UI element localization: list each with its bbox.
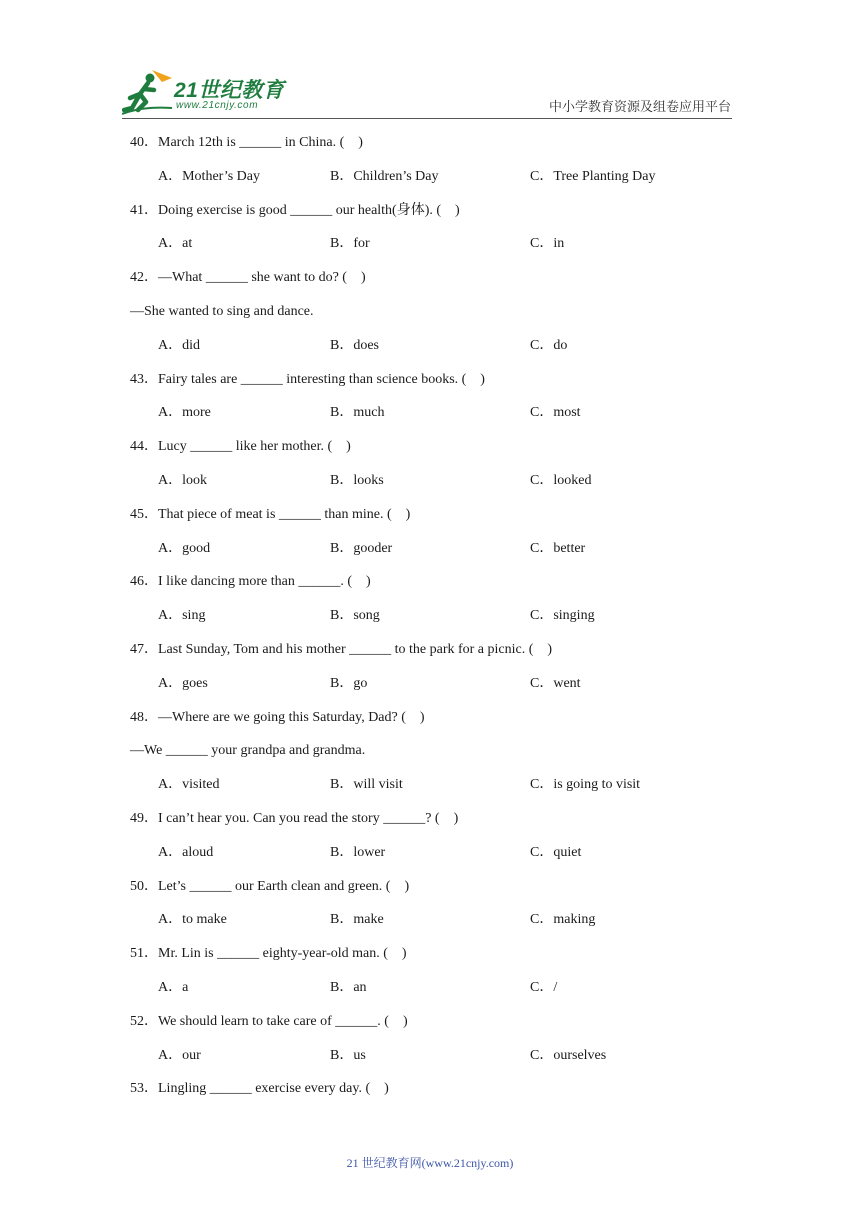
answer-option: A．visited bbox=[158, 777, 220, 793]
answer-option: A．at bbox=[158, 236, 193, 252]
question-stem: 46．I like dancing more than ______. ( ) bbox=[130, 574, 371, 590]
answer-option: B．us bbox=[330, 1047, 366, 1063]
logo-text: 21世纪教育 bbox=[174, 79, 285, 102]
answer-option: C．do bbox=[530, 337, 568, 353]
question-stem: 40．March 12th is ______ in China. ( ) bbox=[130, 135, 363, 150]
answer-option: C．singing bbox=[530, 608, 595, 624]
answer-option: A．good bbox=[158, 540, 211, 556]
header-divider bbox=[122, 118, 732, 119]
answer-option: B．an bbox=[330, 980, 367, 995]
site-logo[interactable] bbox=[122, 68, 292, 116]
runner-icon bbox=[122, 68, 176, 116]
page-footer[interactable]: 21 世纪教育网(www.21cnjy.com) bbox=[346, 1156, 514, 1170]
question-stem: 48．—Where are we going this Saturday, Dad? ( ) bbox=[130, 709, 425, 725]
question-dialog-line: —She wanted to sing and dance. bbox=[130, 304, 314, 319]
answer-option: C．making bbox=[530, 912, 596, 928]
answer-option: C．is going to visit bbox=[530, 777, 641, 793]
answer-option: B．much bbox=[330, 405, 385, 421]
page-header bbox=[0, 0, 860, 125]
answer-option: C．went bbox=[530, 675, 581, 691]
question-stem: 44．Lucy ______ like her mother. ( ) bbox=[130, 439, 351, 455]
answer-option: A．our bbox=[158, 1047, 201, 1063]
answer-option: B．for bbox=[330, 236, 370, 252]
question-stem: 42．—What ______ she want to do? ( ) bbox=[130, 270, 366, 286]
answer-option: C．Tree Planting Day bbox=[530, 168, 656, 184]
answer-option: B．gooder bbox=[330, 540, 393, 556]
answer-option: A．more bbox=[158, 405, 211, 421]
answer-option: C．better bbox=[530, 540, 586, 556]
answer-option: A．sing bbox=[158, 608, 206, 624]
answer-option: C．most bbox=[530, 405, 581, 421]
answer-option: A．look bbox=[158, 473, 207, 488]
answer-option: B．will visit bbox=[330, 777, 403, 793]
answer-option: A．a bbox=[158, 980, 189, 995]
answer-option: B．song bbox=[330, 608, 380, 624]
answer-option: C．/ bbox=[530, 980, 558, 995]
answer-option: B．Children’s Day bbox=[330, 168, 439, 184]
answer-option: A．did bbox=[158, 337, 200, 353]
logo-url: www.21cnjy.com bbox=[176, 100, 259, 111]
answer-option: A．to make bbox=[158, 912, 227, 928]
answer-option: C．quiet bbox=[530, 844, 582, 860]
question-stem: 43．Fairy tales are ______ interesting than science books. ( ) bbox=[130, 371, 485, 387]
answer-option: B．does bbox=[330, 337, 379, 353]
answer-option: A．Mother’s Day bbox=[158, 168, 261, 184]
question-stem: 49．I can’t hear you. Can you read the story ______? ( ) bbox=[130, 811, 459, 826]
answer-option: C．looked bbox=[530, 473, 592, 488]
question-stem: 45．That piece of meat is ______ than mine. ( ) bbox=[130, 506, 411, 522]
answer-option: B．lower bbox=[330, 844, 386, 860]
question-stem: 47．Last Sunday, Tom and his mother ______ to the park for a picnic. ( ) bbox=[130, 642, 553, 657]
answer-option: B．go bbox=[330, 675, 368, 691]
header-tagline: 中小学教育资源及组卷应用平台 bbox=[548, 99, 731, 114]
question-stem: 52．We should learn to take care of ______. ( ) bbox=[130, 1013, 408, 1029]
question-stem: 50．Let’s ______ our Earth clean and green. ( ) bbox=[130, 878, 410, 894]
answer-option: A．goes bbox=[158, 675, 208, 691]
question-stem: 53．Lingling ______ exercise every day. ( ) bbox=[130, 1081, 389, 1097]
answer-option: B．looks bbox=[330, 473, 384, 488]
answer-option: B．make bbox=[330, 912, 384, 928]
question-stem: 41．Doing exercise is good ______ our health(身体). ( ) bbox=[130, 202, 460, 218]
answer-option: C．in bbox=[530, 236, 565, 252]
question-dialog-line: —We ______ your grandpa and grandma. bbox=[130, 743, 366, 759]
answer-option: A．aloud bbox=[158, 844, 214, 860]
answer-option: C．ourselves bbox=[530, 1047, 607, 1063]
question-stem: 51．Mr. Lin is ______ eighty-year-old man. ( ) bbox=[130, 946, 407, 962]
